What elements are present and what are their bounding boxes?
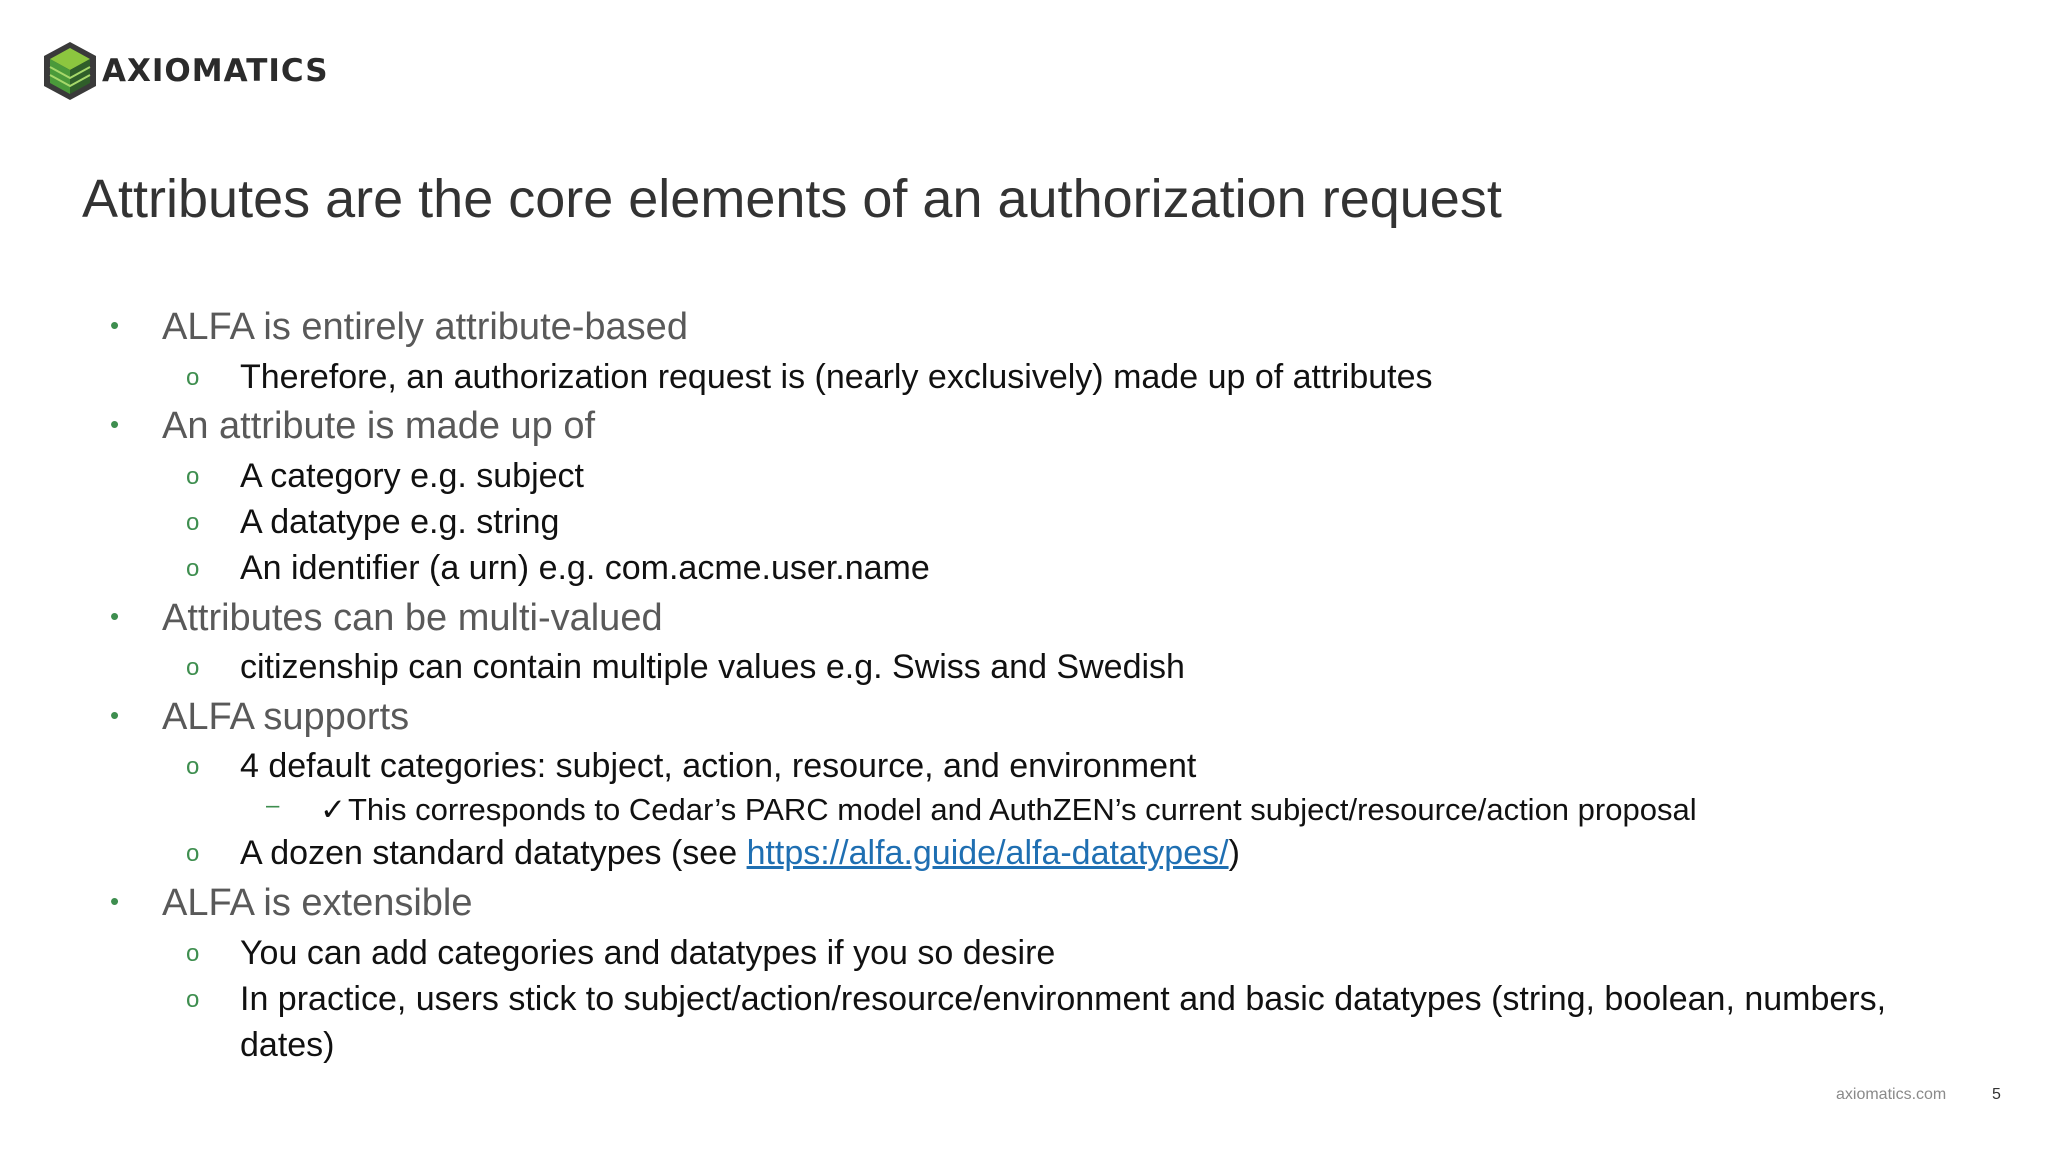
bullet-text: Attributes can be multi-valued — [162, 597, 663, 639]
sub-bullet-continuation — [240, 1026, 335, 1065]
bullet-text: ALFA is entirely attribute-based — [162, 306, 688, 348]
sub-bullet-text: 4 default categories: subject, action, resource, and environment — [240, 747, 1197, 785]
sub-bullet-item — [186, 934, 1056, 973]
sub-bullet-text: In practice, users stick to subject/action/resource/environment and basic datatypes (string, boolean, numbers, — [240, 980, 1887, 1018]
sub-bullet-text: Therefore, an authorization request is (nearly exclusively) made up of attributes — [240, 358, 1433, 396]
bullet-text: ALFA supports — [162, 696, 410, 738]
sub-bullet-item — [186, 980, 1887, 1019]
sub-bullet-item — [186, 747, 1197, 786]
checkmark-icon: ✓ — [320, 792, 346, 827]
slide-title: Attributes are the core elements of an authorization request — [82, 169, 1502, 229]
circle-bullet-icon: o — [186, 509, 200, 536]
sub-bullet-item — [186, 648, 1185, 687]
sub-bullet-item — [186, 358, 1433, 397]
circle-bullet-icon: o — [186, 986, 200, 1013]
bullet-text: ALFA is extensible — [162, 882, 473, 924]
bullet-item — [110, 306, 688, 349]
company-logo — [42, 40, 329, 102]
footer-website: axiomatics.com — [1836, 1086, 1947, 1103]
alfa-datatypes-link[interactable]: https://alfa.guide/alfa-datatypes/ — [746, 834, 1229, 872]
sub-bullet-text: dates) — [240, 1026, 335, 1064]
circle-bullet-icon: o — [186, 654, 200, 681]
bullet-dot-icon: • — [110, 886, 120, 916]
sub-bullet-text-after: ) — [1228, 834, 1240, 872]
cube-logo-icon — [42, 40, 98, 102]
circle-bullet-icon: o — [186, 940, 200, 967]
sub-bullet-text-before: A dozen standard datatypes (see — [240, 834, 747, 872]
dash-bullet-icon: – — [266, 792, 280, 819]
sub-bullet-item — [186, 457, 584, 496]
bullet-dot-icon: • — [110, 310, 120, 340]
circle-bullet-icon: o — [186, 555, 200, 582]
page-number: 5 — [1992, 1086, 2001, 1103]
bullet-dot-icon: • — [110, 601, 120, 631]
circle-bullet-icon: o — [186, 840, 200, 867]
sub-bullet-text: A category e.g. subject — [240, 457, 584, 495]
sub-bullet-text: You can add categories and datatypes if you so desire — [240, 934, 1056, 972]
bullet-item — [110, 597, 663, 640]
circle-bullet-icon: o — [186, 753, 200, 780]
bullet-text: An attribute is made up of — [162, 405, 596, 447]
bullet-item — [110, 405, 596, 448]
circle-bullet-icon: o — [186, 463, 200, 490]
bullet-item — [110, 882, 473, 925]
circle-bullet-icon: o — [186, 364, 200, 391]
sub-bullet-item — [186, 549, 930, 588]
sub-sub-bullet-item — [266, 792, 1697, 828]
bullet-dot-icon: • — [110, 409, 120, 439]
sub-sub-bullet-text: This corresponds to Cedar’s PARC model and AuthZEN’s current subject/resource/action proposal — [347, 792, 1697, 827]
bullet-dot-icon: • — [110, 700, 120, 730]
sub-bullet-text: An identifier (a urn) e.g. com.acme.user.name — [240, 549, 930, 587]
logo-text: AXIOMATICS — [102, 53, 329, 89]
sub-bullet-item — [186, 503, 560, 542]
bullet-item — [110, 696, 410, 739]
sub-bullet-item — [186, 834, 1240, 873]
sub-bullet-text: A datatype e.g. string — [240, 503, 560, 541]
sub-bullet-text: citizenship can contain multiple values e.g. Swiss and Swedish — [240, 648, 1185, 686]
